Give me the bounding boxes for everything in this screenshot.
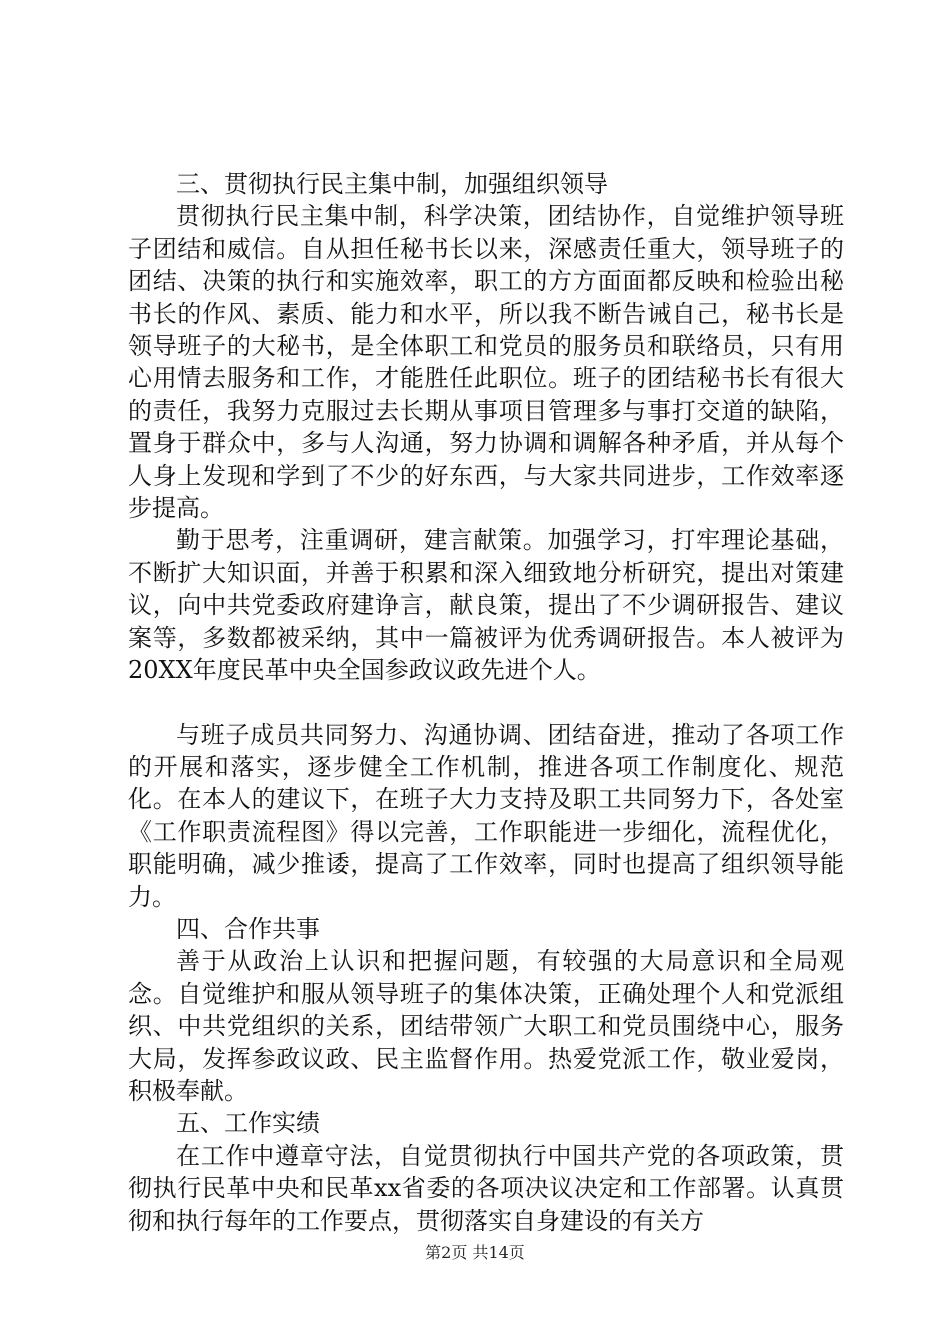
paragraph-democratic-centralism: 贯彻执行民主集中制，科学决策，团结协作，自觉维护领导班子团结和威信。自从担任秘书长以来，深感责任重大，领导班子的团结、决策的执行和实施效率，职工的方方面面都反映和检验出秘书长的作风、素质、能力和水平，所以我不断告诫自己，秘书长是领导班子的大秘书，是全体职工和党员的服务员和联络员，只有用心用情去服务和工作，才能胜任此职位。班子的团结秘书长有很大的责任，我努力克服过去长期从事项目管理多与事打交道的缺陷，置身于群众中，多与人沟通，努力协调和调解各种矛盾，并从每个人身上发现和学到了不少的好东西，与大家共同进步，工作效率逐步提高。 [128,202,844,523]
paragraph-team-work: 与班子成员共同努力、沟通协调、团结奋进，推动了各项工作的开展和落实，逐步健全工作机制，推进各项工作制度化、规范化。在本人的建议下，在班子大力支持及职工共同努力下，各处室《工作职责流程图》得以完善，工作职能进一步细化，流程优化，职能明确，减少推诿，提高了工作效率，同时也提高了组织领导能力。 [128,720,844,911]
section-heading-5: 五、工作实绩 [176,1109,320,1138]
section-heading-4: 四、合作共事 [176,914,320,943]
page-number-footer: 第2页 共14页 [425,1243,525,1262]
section-heading-3: 三、贯彻执行民主集中制，加强组织领导 [176,170,608,198]
paragraph-achievements: 在工作中遵章守法，自觉贯彻执行中国共产党的各项政策，贯彻执行民革中央和民革xx省委的各项决议决定和工作部署。认真贯彻和执行每年的工作要点，贯彻落实自身建设的有关方 [128,1141,844,1235]
paragraph-research: 勤于思考，注重调研，建言献策。加强学习，打牢理论基础，不断扩大知识面，并善于积累和深入细致地分析研究，提出对策建议，向中共党委政府建诤言，献良策，提出了不少调研报告、建议案等，多数都被采纳，其中一篇被评为优秀调研报告。本人被评为20XX年度民革中央全国参政议政先进个人。 [128,526,844,685]
paragraph-cooperation: 善于从政治上认识和把握问题，有较强的大局意识和全局观念。自觉维护和服从领导班子的集体决策，正确处理个人和党派组织、中共党组织的关系，团结带领广大职工和党员围绕中心，服务大局，发挥参政议政、民主监督作用。热爱党派工作，敬业爱岗，积极奉献。 [128,947,844,1105]
document-body [128,168,844,1237]
